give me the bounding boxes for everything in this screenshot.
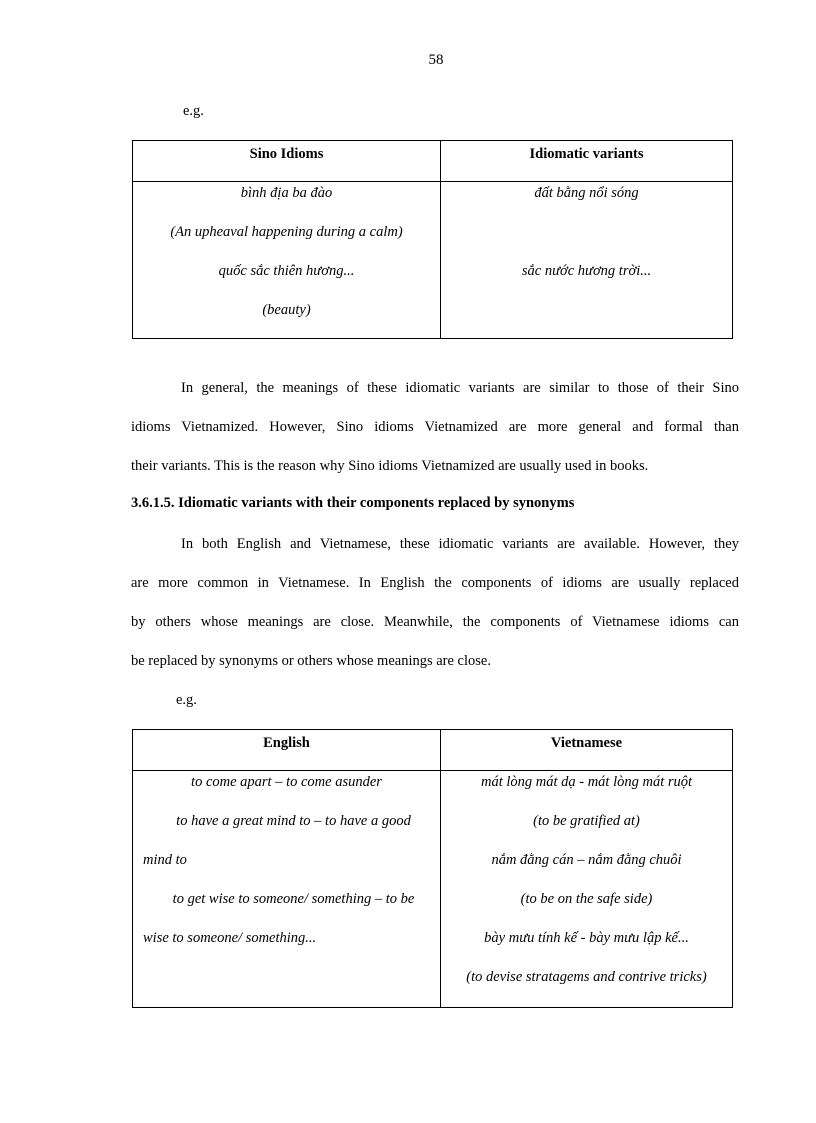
table2-right-line: bày mưu tính kế - bày mưu lập kế... <box>484 930 689 946</box>
table2-right-line: mát lòng mát dạ - mát lòng mát ruột <box>480 774 693 790</box>
table1-left-line: (An upheaval happening during a calm) <box>170 224 403 240</box>
table1-right-cell <box>441 182 733 339</box>
table2-left-line <box>133 966 440 1005</box>
paragraph-line: In general, the meanings of these idiomatic variants are similar to those of their Sino <box>181 380 739 396</box>
example-label-2: e.g. <box>176 692 197 708</box>
table2-right-cell <box>441 771 733 1008</box>
table1-left-cell <box>133 182 441 339</box>
table2-header-vietnamese: Vietnamese <box>441 730 733 771</box>
table2-right-line: (to devise stratagems and contrive tricks) <box>466 969 707 985</box>
sino-idioms-table <box>132 140 733 339</box>
page-number: 58 <box>428 52 444 68</box>
table2-left-cell <box>133 771 441 1008</box>
table1-right-line: sắc nước hương trời... <box>521 263 652 279</box>
table1-left-line: (beauty) <box>262 302 311 318</box>
table1-header-idiomatic-variants: Idiomatic variants <box>441 141 733 182</box>
paragraph-line: their variants. This is the reason why Sino idioms Vietnamized are usually used in books. <box>131 458 649 474</box>
table2-right-line: (to be on the safe side) <box>520 891 653 907</box>
paragraph-line: by others whose meanings are close. Meanwhile, the components of Vietnamese idioms can <box>131 614 739 630</box>
paragraph-line: idioms Vietnamized. However, Sino idioms Vietnamized are more general and formal than <box>131 419 739 435</box>
table2-left-line: mind to <box>143 852 187 868</box>
table1-right-line: đất bằng nổi sóng <box>534 185 639 201</box>
table1-right-line <box>441 299 732 338</box>
paragraph-synonyms <box>131 525 739 681</box>
example-label-1: e.g. <box>183 103 204 119</box>
table1-left-line: quốc sắc thiên hương... <box>218 263 355 279</box>
paragraph-line: In both English and Vietnamese, these idiomatic variants are available. However, they <box>181 536 739 552</box>
paragraph-line: be replaced by synonyms or others whose meanings are close. <box>131 653 491 669</box>
table1-right-line <box>441 221 732 260</box>
table2-left-line: wise to someone/ something... <box>143 930 317 946</box>
paragraph-sino-idioms <box>131 369 739 486</box>
table2-left-line: to come apart – to come asunder <box>191 774 382 790</box>
paragraph-line: are more common in Vietnamese. In English the components of idioms are usually replaced <box>131 575 739 591</box>
table2-right-line: (to be gratified at) <box>533 813 640 829</box>
table2-right-line: nắm đằng cán – nắm đằng chuôi <box>491 852 682 868</box>
english-vietnamese-table <box>132 729 733 1008</box>
section-heading: 3.6.1.5. Idiomatic variants with their components replaced by synonyms <box>131 495 575 511</box>
table1-left-line: bình địa ba đào <box>240 185 333 201</box>
table2-left-line: to have a great mind to – to have a good <box>176 813 411 829</box>
table2-left-line: to get wise to someone/ something – to be <box>172 891 415 907</box>
table1-header-sino-idioms: Sino Idioms <box>133 141 441 182</box>
table2-header-english: English <box>133 730 441 771</box>
